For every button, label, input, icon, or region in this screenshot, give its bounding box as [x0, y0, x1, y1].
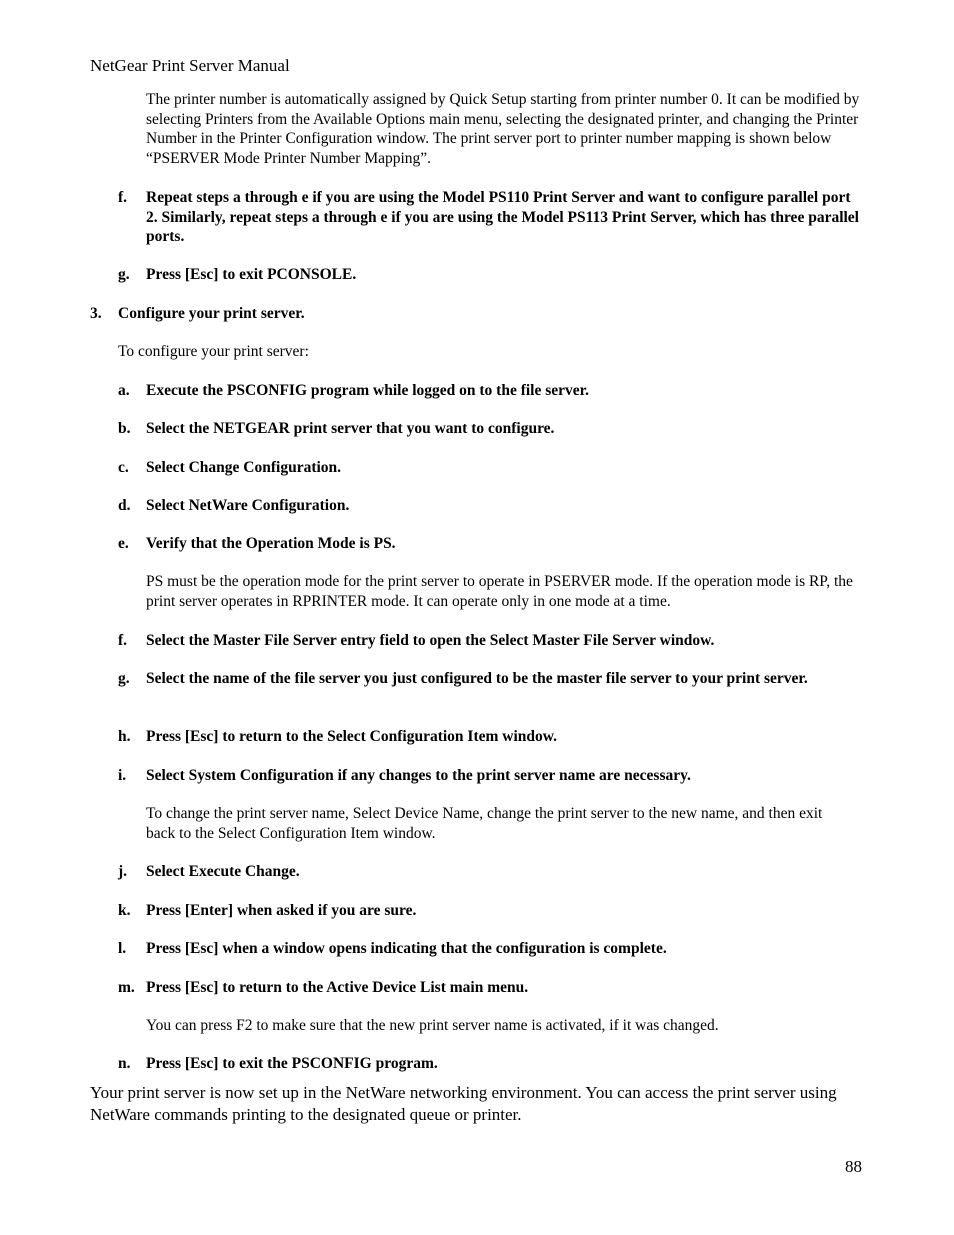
- step-text: Select the name of the file server you just configured to be the master file server to your print server.: [146, 670, 808, 687]
- step-label: g.: [118, 266, 130, 283]
- step-note: To change the print server name, Select Device Name, change the print server to the new name, and then exit back to the Select Configuration Item window.: [146, 805, 823, 842]
- intro-paragraph: The printer number is automatically assigned by Quick Setup starting from printer number 0. It can be modified by selecting Printers from the Available Options main menu, selecting the designated printer, and changing the Printer Number in the Printer Configuration window. The print server port to printer number mapping is shown below “PSERVER Mode Printer Number Mapping”.: [146, 91, 860, 167]
- step-text: Execute the PSCONFIG program while logged on to the file server.: [146, 382, 589, 399]
- step-note: You can press F2 to make sure that the new print server name is activated, if it was changed.: [146, 1017, 719, 1034]
- step-text: Select Change Configuration.: [146, 459, 342, 476]
- step-text: Select the Master File Server entry field to open the Select Master File Server window.: [146, 632, 715, 649]
- step-label: d.: [118, 497, 131, 514]
- step-label: n.: [118, 1055, 131, 1072]
- step-label: m.: [118, 979, 135, 996]
- step-label: l.: [118, 940, 127, 957]
- step-label: e.: [118, 535, 129, 552]
- step-text: Verify that the Operation Mode is PS.: [146, 535, 396, 552]
- step-label: k.: [118, 902, 131, 919]
- step-label: f.: [118, 189, 128, 206]
- step-label: b.: [118, 420, 131, 437]
- closing-paragraph: Your print server is now set up in the NetWare networking environment. You can access the print server using NetWare commands printing to the designated queue or printer.: [90, 1083, 837, 1124]
- step-text: Press [Esc] when a window opens indicating that the configuration is complete.: [146, 940, 667, 957]
- step-text: Press [Esc] to exit PCONSOLE.: [146, 266, 357, 283]
- step-text: Select Execute Change.: [146, 863, 300, 880]
- step-label: f.: [118, 632, 128, 649]
- step-label: h.: [118, 728, 131, 745]
- step-label: a.: [118, 382, 130, 399]
- step-label: j.: [118, 863, 128, 880]
- step-text: Select System Configuration if any changes to the print server name are necessary.: [146, 767, 691, 784]
- step-text: Repeat steps a through e if you are using the Model PS110 Print Server and want to configure parallel port 2. Similarly, repeat steps a through e if you are using the Model PS113 Print Server, which has three parallel ports.: [146, 189, 859, 245]
- page-number: 88: [845, 1157, 862, 1176]
- step-label: i.: [118, 767, 127, 784]
- step-text: Press [Esc] to return to the Active Device List main menu.: [146, 979, 529, 996]
- page-header: NetGear Print Server Manual: [90, 56, 290, 75]
- step-label: g.: [118, 670, 130, 687]
- step-text: Press [Esc] to return to the Select Configuration Item window.: [146, 728, 557, 745]
- section-number: 3.: [90, 305, 102, 322]
- step-text: Select NetWare Configuration.: [146, 497, 350, 514]
- step-label: c.: [118, 459, 129, 476]
- step-text: Press [Esc] to exit the PSCONFIG program.: [146, 1055, 438, 1072]
- section-intro: To configure your print server:: [118, 343, 309, 360]
- step-text: Select the NETGEAR print server that you want to configure.: [146, 420, 555, 437]
- step-text: Press [Enter] when asked if you are sure.: [146, 902, 417, 919]
- section-title: Configure your print server.: [118, 305, 305, 322]
- step-note: PS must be the operation mode for the print server to operate in PSERVER mode. If the operation mode is RP, the print server operates in RPRINTER mode. It can operate only in one mode at a time.: [146, 573, 853, 610]
